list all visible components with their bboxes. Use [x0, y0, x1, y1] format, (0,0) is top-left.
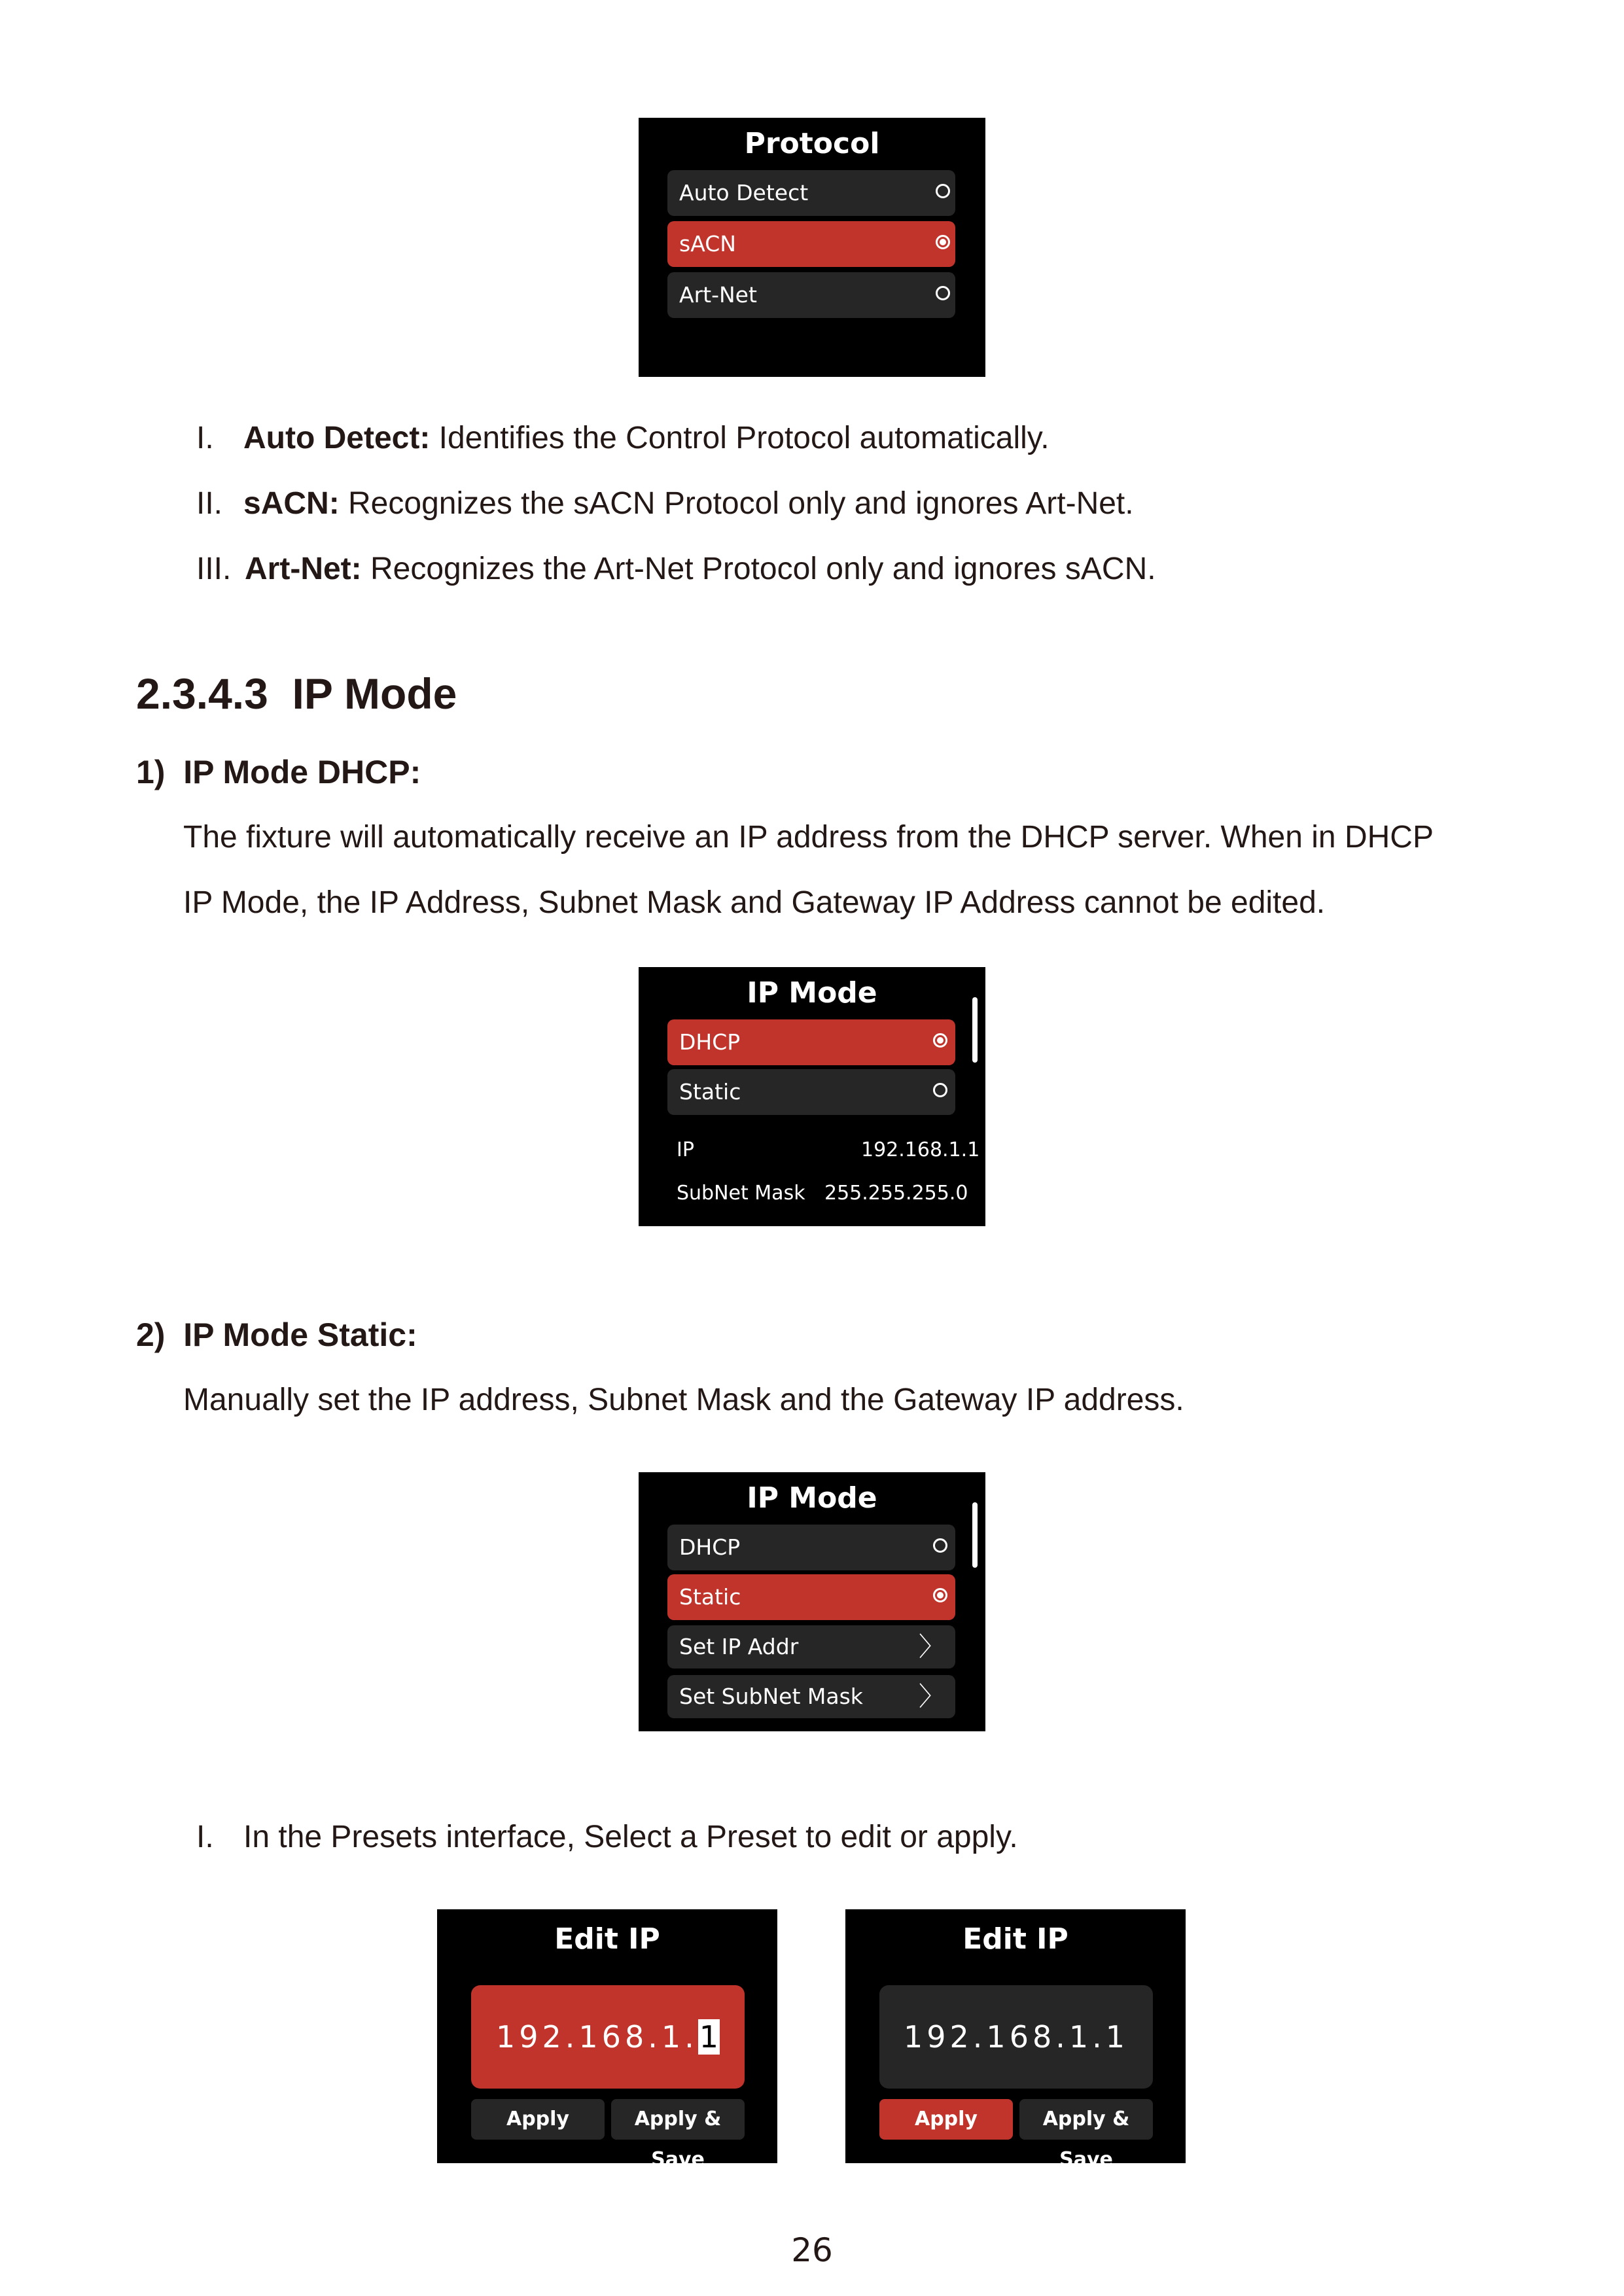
chevron-right-icon: 〉: [919, 1682, 945, 1712]
chevron-right-icon: 〉: [919, 1632, 945, 1662]
apply-save-button[interactable]: Apply & Save: [611, 2099, 745, 2140]
option-label: sACN: [679, 231, 736, 256]
protocol-option-sacn[interactable]: [667, 221, 955, 267]
dhcp-heading: [136, 754, 421, 790]
option-label: Art-Net: [679, 282, 757, 308]
option-label: Static: [679, 1584, 741, 1610]
option-label: DHCP: [679, 1534, 741, 1560]
protocol-list-item-art-net: [196, 551, 231, 588]
scrollbar[interactable]: [972, 997, 978, 1063]
edit-ip-title: Edit IP: [554, 1922, 660, 1956]
menu-item-set-subnet-mask[interactable]: [667, 1675, 955, 1718]
protocol-option-auto-detect[interactable]: [667, 170, 955, 216]
protocol-list-item-auto-detect: [196, 420, 214, 457]
ip-digit-cursor[interactable]: 1: [699, 2019, 718, 2055]
list-desc: Recognizes the Art-Net Protocol only and ignores sACN.: [361, 552, 1156, 586]
page-number: 26: [791, 2231, 833, 2269]
heading-text: IP Mode DHCP:: [183, 754, 421, 790]
ip-mode-screen-title: IP Mode: [747, 976, 877, 1010]
dhcp-paragraph-line-2: IP Mode, the IP Address, Subnet Mask and Gateway IP Address cannot be edited.: [183, 885, 1326, 920]
apply-button[interactable]: Apply: [879, 2099, 1013, 2140]
ip-mode-option-dhcp[interactable]: [667, 1525, 955, 1570]
section-title: IP Mode: [292, 669, 457, 718]
ip-mode-static-screen: [639, 1472, 985, 1731]
subnet-mask-label: SubNet Mask: [677, 1182, 805, 1205]
subnet-mask-value: 255.255.255.0: [824, 1182, 968, 1205]
protocol-option-art-net[interactable]: [667, 272, 955, 318]
option-label: DHCP: [679, 1029, 741, 1055]
radio-off-icon: [936, 184, 950, 198]
list-term: sACN:: [243, 486, 340, 521]
list-term: Art-Net:: [245, 552, 362, 586]
protocol-list-text-auto-detect: [243, 420, 1050, 457]
presets-item-number: I.: [196, 1820, 214, 1854]
ip-mode-option-dhcp[interactable]: [667, 1019, 955, 1065]
protocol-list-text-sacn: [243, 486, 1134, 522]
ip-address-input[interactable]: [471, 1985, 745, 2089]
static-heading: [136, 1316, 417, 1353]
list-desc: Recognizes the sACN Protocol only and ignores Art-Net.: [339, 486, 1134, 521]
presets-item-text: In the Presets interface, Select a Preset to edit or apply.: [243, 1820, 1018, 1854]
ip-value: 192.168.1.1: [861, 1139, 980, 1161]
menu-item-label: Set IP Addr: [679, 1634, 799, 1659]
static-paragraph: Manually set the IP address, Subnet Mask and the Gateway IP address.: [183, 1383, 1184, 1417]
section-number: 2.3.4.3: [136, 669, 268, 718]
ip-address-input[interactable]: 192.168.1.1: [879, 1985, 1153, 2089]
section-heading: [136, 667, 457, 720]
apply-save-button[interactable]: Apply & Save: [1019, 2099, 1153, 2140]
edit-ip-title: Edit IP: [962, 1922, 1068, 1956]
protocol-screen-title: Protocol: [744, 127, 880, 160]
radio-off-icon: [936, 286, 950, 300]
list-desc: Identifies the Control Protocol automatically.: [430, 421, 1050, 455]
edit-ip-screen-editing: [437, 1909, 777, 2171]
heading-number: 1): [136, 754, 166, 790]
ip-mode-option-static[interactable]: [667, 1069, 955, 1115]
ip-mode-dhcp-screen: [639, 967, 985, 1226]
ip-mode-screen-title: IP Mode: [747, 1481, 877, 1515]
protocol-screen: [639, 118, 985, 377]
option-label: Auto Detect: [679, 180, 809, 205]
dhcp-paragraph-line-1: The fixture will automatically receive an IP address from the DHCP server. When in DHCP: [183, 820, 1434, 855]
ip-mode-option-static[interactable]: [667, 1574, 955, 1620]
radio-on-icon: [933, 1033, 947, 1048]
radio-on-icon: [936, 235, 950, 249]
list-number: I.: [196, 421, 214, 455]
list-term: Auto Detect:: [243, 421, 431, 455]
list-number: III.: [196, 552, 232, 586]
radio-off-icon: [933, 1083, 947, 1097]
protocol-list-text-art-net: [245, 551, 1156, 588]
radio-off-icon: [933, 1538, 947, 1553]
apply-button[interactable]: Apply: [471, 2099, 605, 2140]
edit-ip-screen-apply: [845, 1909, 1186, 2171]
scrollbar[interactable]: [972, 1502, 978, 1568]
ip-label: IP: [677, 1139, 694, 1161]
protocol-list-item-sacn: [196, 486, 222, 522]
menu-item-label: Set SubNet Mask: [679, 1684, 863, 1709]
option-label: Static: [679, 1079, 741, 1104]
ip-address-text: 192.168.1.: [495, 2019, 698, 2055]
list-number: II.: [196, 486, 223, 521]
heading-number: 2): [136, 1316, 166, 1353]
menu-item-set-ip-addr[interactable]: [667, 1625, 955, 1669]
heading-text: IP Mode Static:: [183, 1316, 417, 1353]
radio-on-icon: [933, 1588, 947, 1602]
